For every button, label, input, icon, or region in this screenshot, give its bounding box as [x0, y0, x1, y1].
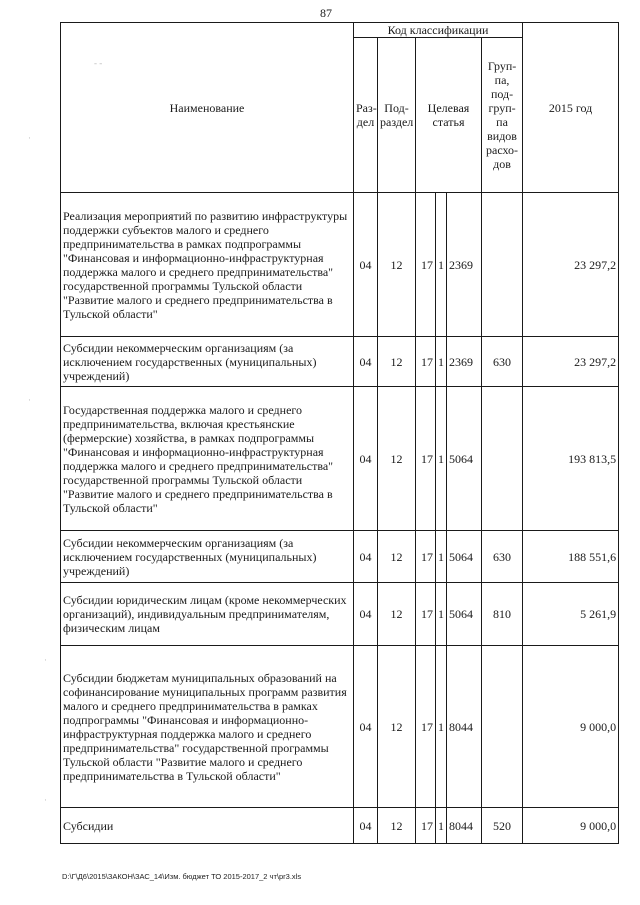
row-razdel: 04 [354, 387, 378, 531]
row-expense-type: 520 [482, 808, 523, 844]
row-target-part1: 17 [416, 531, 436, 583]
row-expense-type: 630 [482, 531, 523, 583]
row-target-part3: 5064 [447, 531, 482, 583]
header-expense-group: Груп- па, под- груп- па видов расхо- дов [482, 38, 523, 193]
row-target-part1: 17 [416, 337, 436, 387]
scan-speck: · [44, 795, 47, 805]
row-target-part2: 1 [436, 531, 447, 583]
row-target-part1: 17 [416, 387, 436, 531]
header-target-article: Целевая статья [416, 38, 482, 193]
table-row [61, 583, 619, 646]
row-target-part3: 5064 [447, 583, 482, 646]
row-expense-type: 630 [482, 337, 523, 387]
row-target-part3: 2369 [447, 337, 482, 387]
row-amount: 23 297,2 [523, 193, 619, 337]
row-target-part2: 1 [436, 808, 447, 844]
row-amount: 9 000,0 [523, 646, 619, 808]
row-name: Субсидии бюджетам муниципальных образований на софинансирование муниципальных программ развития малого и среднего предпринимательства в рамках подпрограммы "Финансовая и информационно-инфраструктурная поддержка малого и среднего предпринимательства" государственной программы Тульской области "Развитие малого и среднего предпринимательства в Тульской области" [61, 646, 354, 808]
scan-speck: · [28, 133, 31, 143]
row-razdel: 04 [354, 531, 378, 583]
row-target-part2: 1 [436, 387, 447, 531]
row-target-part1: 17 [416, 808, 436, 844]
row-expense-type [482, 387, 523, 531]
header-year: 2015 год [523, 23, 619, 193]
table-body [61, 193, 619, 844]
row-podrazdel: 12 [378, 531, 416, 583]
header-name: Наименование [61, 23, 354, 193]
row-razdel: 04 [354, 193, 378, 337]
file-path-footer: D:\Г\Д6\2015\ЗАКОН\ЗАС_14\Изм. бюджет ТО 2015-2017_2 чт\pr3.xls [62, 872, 302, 881]
row-target-part2: 1 [436, 646, 447, 808]
row-name: Субсидии [61, 808, 354, 844]
header-podrazdel: Под- раздел [378, 38, 416, 193]
row-target-part1: 17 [416, 646, 436, 808]
scan-speck: · [44, 655, 47, 665]
row-name: Государственная поддержка малого и среднего предпринимательства, включая крестьянские (фермерские) хозяйства, в рамках подпрограммы "Финансовая и информационно-инфраструктурная поддержка малого и среднего предпринимательства" государственной программы Тульской области "Развитие малого и среднего предпринимательства в Тульской области" [61, 387, 354, 531]
row-name: Субсидии некоммерческим организациям (за исключением государственных (муниципальных) учреждений) [61, 531, 354, 583]
table-row [61, 337, 619, 387]
row-expense-type [482, 646, 523, 808]
row-podrazdel: 12 [378, 337, 416, 387]
row-razdel: 04 [354, 808, 378, 844]
row-target-part3: 5064 [447, 387, 482, 531]
row-podrazdel: 12 [378, 387, 416, 531]
table-row [61, 387, 619, 531]
page-number: 87 [320, 6, 332, 20]
row-expense-type: 810 [482, 583, 523, 646]
table-row [61, 808, 619, 844]
row-name: Субсидии некоммерческим организациям (за исключением государственных (муниципальных) учреждений) [61, 337, 354, 387]
row-podrazdel: 12 [378, 646, 416, 808]
scan-speck: · [28, 395, 31, 405]
row-expense-type [482, 193, 523, 337]
row-podrazdel: 12 [378, 193, 416, 337]
row-razdel: 04 [354, 646, 378, 808]
budget-table [60, 22, 619, 844]
row-amount: 193 813,5 [523, 387, 619, 531]
table-row [61, 646, 619, 808]
table-header [61, 23, 619, 193]
scan-speck: - - [94, 58, 103, 68]
row-target-part3: 8044 [447, 646, 482, 808]
row-target-part3: 8044 [447, 808, 482, 844]
row-name: Субсидии юридическим лицам (кроме некоммерческих организаций), индивидуальным предпринимателям, физическим лицам [61, 583, 354, 646]
row-target-part2: 1 [436, 337, 447, 387]
row-amount: 23 297,2 [523, 337, 619, 387]
row-amount: 188 551,6 [523, 531, 619, 583]
row-target-part2: 1 [436, 583, 447, 646]
row-razdel: 04 [354, 337, 378, 387]
row-podrazdel: 12 [378, 808, 416, 844]
header-razdel: Раз- дел [354, 38, 378, 193]
row-name: Реализация мероприятий по развитию инфраструктуры поддержки субъектов малого и среднего предпринимательства в рамках подпрограммы "Финансовая и информационно-инфраструктурная поддержка малого и среднего предпринимательства" государственной программы Тульской области "Развитие малого и среднего предпринимательства в Тульской области" [61, 193, 354, 337]
row-amount: 9 000,0 [523, 808, 619, 844]
row-target-part2: 1 [436, 193, 447, 337]
table-row [61, 193, 619, 337]
row-razdel: 04 [354, 583, 378, 646]
row-podrazdel: 12 [378, 583, 416, 646]
header-classification-code: Код классификации [354, 23, 523, 38]
table-row [61, 531, 619, 583]
row-target-part1: 17 [416, 583, 436, 646]
row-target-part3: 2369 [447, 193, 482, 337]
row-amount: 5 261,9 [523, 583, 619, 646]
row-target-part1: 17 [416, 193, 436, 337]
